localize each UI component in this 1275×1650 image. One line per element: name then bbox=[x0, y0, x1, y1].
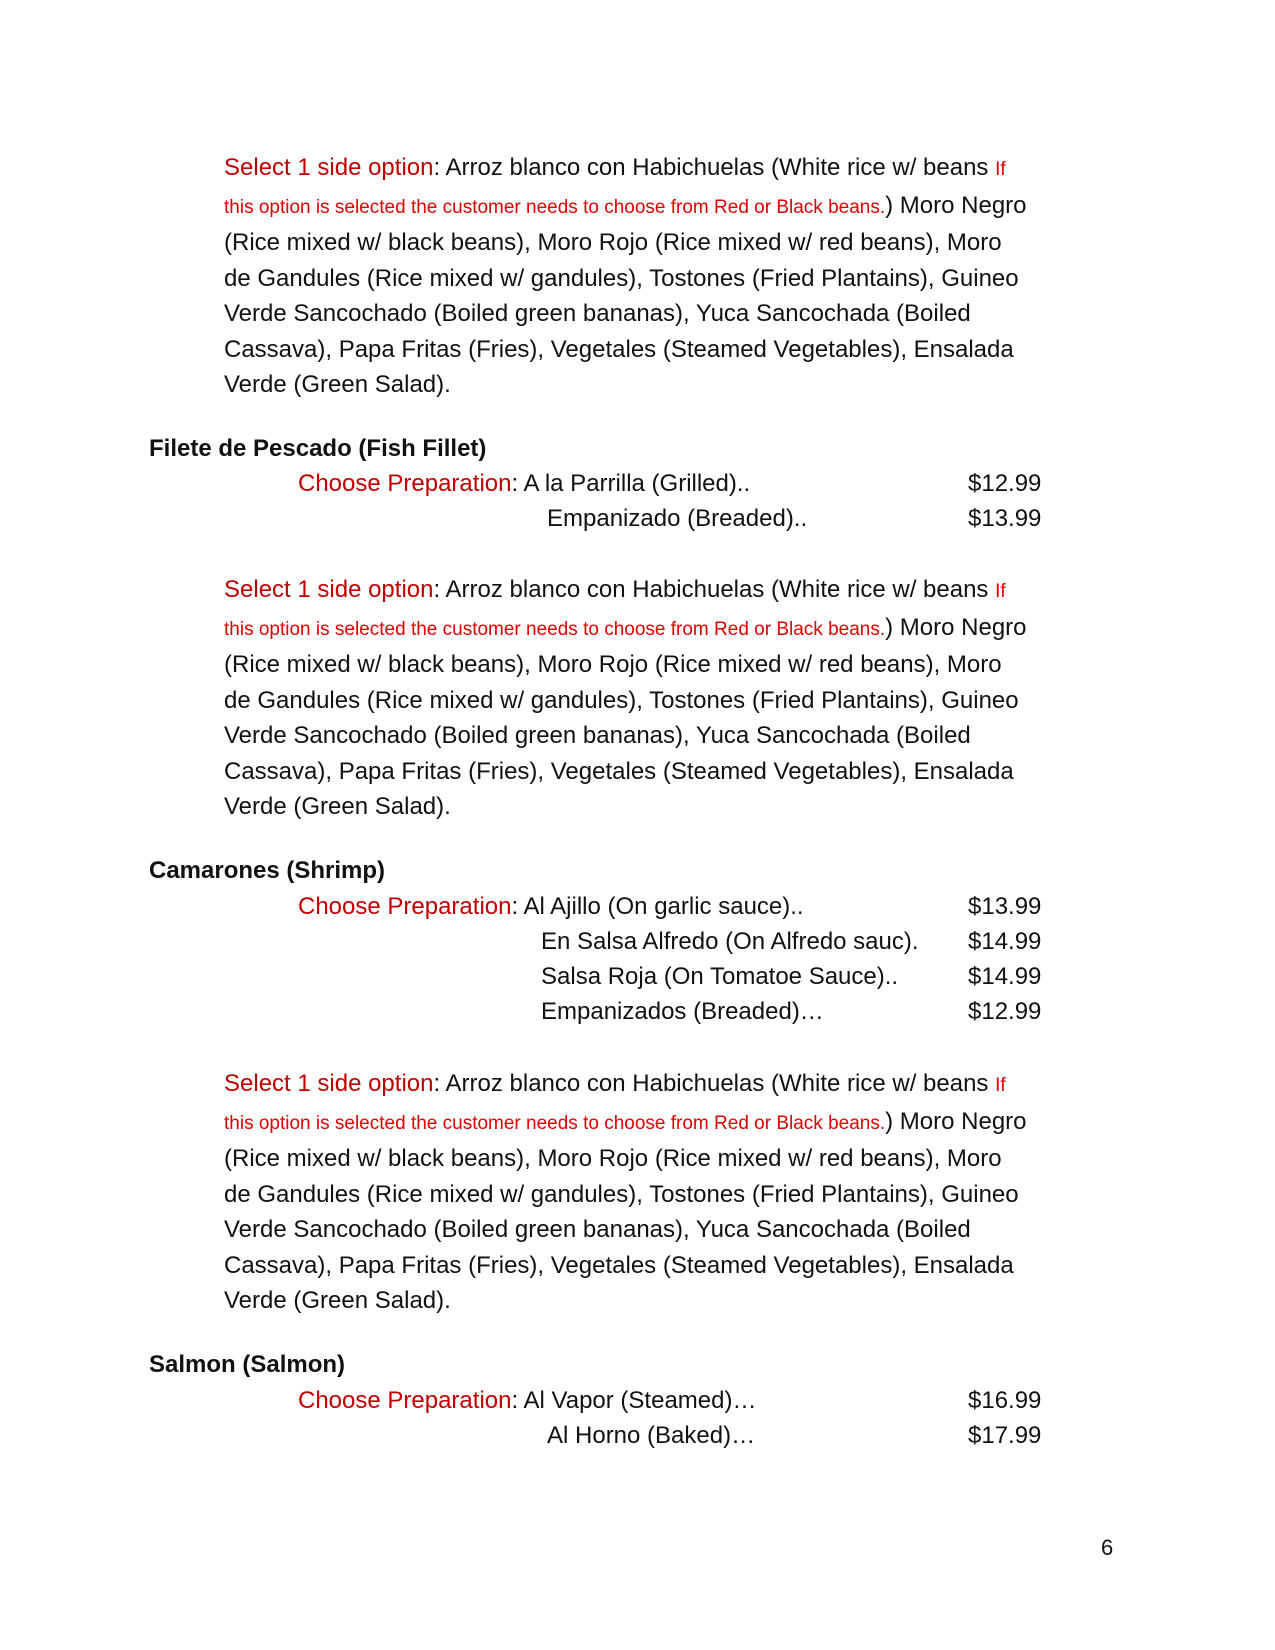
beans-note: this option is selected the customer needs to choose from Red or Black beans. bbox=[224, 196, 886, 218]
prep-option-name: A la Parrilla (Grilled).. bbox=[523, 470, 751, 497]
side-options-line: Verde Sancochado (Boiled green bananas), Yuca Sancochada (Boiled bbox=[224, 1216, 971, 1243]
prep-price: $16.99 bbox=[968, 1387, 1042, 1414]
prep-price: $12.99 bbox=[968, 998, 1042, 1025]
side-options-line: (Rice mixed w/ black beans), Moro Rojo (Rice mixed w/ red beans), Moro bbox=[224, 1145, 1002, 1172]
prep-option-name: Al Ajillo (On garlic sauce).. bbox=[523, 893, 804, 920]
select-side-label: Select 1 side option bbox=[224, 1070, 434, 1097]
side-options-line: (Rice mixed w/ black beans), Moro Rojo (Rice mixed w/ red beans), Moro bbox=[224, 229, 1002, 256]
prep-price: $14.99 bbox=[968, 928, 1042, 955]
side-options-line: de Gandules (Rice mixed w/ gandules), Tostones (Fried Plantains), Guineo bbox=[224, 1180, 1019, 1208]
prep-option-name: Salsa Roja (On Tomatoe Sauce).. bbox=[541, 963, 899, 990]
page-number: 6 bbox=[1101, 1535, 1114, 1560]
side-options-block bbox=[224, 572, 1114, 825]
prep-price: $13.99 bbox=[968, 893, 1042, 920]
side-options-line: this option is selected the customer needs to choose from Red or Black beans.) Moro Negro bbox=[224, 1107, 1027, 1135]
select-side-label: Select 1 side option bbox=[224, 154, 434, 181]
beans-note: If bbox=[995, 159, 1006, 180]
side-options-line: Verde Sancochado (Boiled green bananas), Yuca Sancochada (Boiled bbox=[224, 300, 971, 327]
side-options-line: this option is selected the customer needs to choose from Red or Black beans.) Moro Negro bbox=[224, 613, 1027, 641]
beans-note: If bbox=[995, 1075, 1006, 1096]
prep-row: Choose Preparation: Al Vapor (Steamed)… bbox=[298, 1387, 757, 1414]
prep-row: Choose Preparation: A la Parrilla (Grilled).. bbox=[298, 470, 751, 497]
beans-note: this option is selected the customer needs to choose from Red or Black beans. bbox=[224, 618, 886, 640]
prep-option-name: Empanizados (Breaded)… bbox=[541, 998, 824, 1025]
prep-price: $17.99 bbox=[968, 1422, 1042, 1449]
side-options-line: Select 1 side option: Arroz blanco con Habichuelas (White rice w/ beans If bbox=[224, 154, 1006, 181]
side-options-line: Cassava), Papa Fritas (Fries), Vegetales (Steamed Vegetables), Ensalada bbox=[224, 335, 1014, 363]
choose-preparation-label: Choose Preparation bbox=[298, 893, 512, 920]
side-options-line: de Gandules (Rice mixed w/ gandules), Tostones (Fried Plantains), Guineo bbox=[224, 686, 1019, 714]
side-options-line: (Rice mixed w/ black beans), Moro Rojo (Rice mixed w/ red beans), Moro bbox=[224, 651, 1002, 678]
section-heading-shrimp: Camarones (Shrimp) bbox=[149, 857, 386, 884]
side-options-line: Select 1 side option: Arroz blanco con Habichuelas (White rice w/ beans If bbox=[224, 576, 1006, 603]
side-options-line: Verde Sancochado (Boiled green bananas), Yuca Sancochada (Boiled bbox=[224, 722, 971, 749]
beans-note: If bbox=[995, 581, 1006, 602]
prep-price: $14.99 bbox=[968, 963, 1042, 990]
select-side-label: Select 1 side option bbox=[224, 576, 434, 603]
prep-price: $12.99 bbox=[968, 470, 1042, 497]
side-options-line: this option is selected the customer needs to choose from Red or Black beans.) Moro Negro bbox=[224, 191, 1027, 219]
side-options-line: Cassava), Papa Fritas (Fries), Vegetales (Steamed Vegetables), Ensalada bbox=[224, 757, 1014, 785]
side-options-line: de Gandules (Rice mixed w/ gandules), Tostones (Fried Plantains), Guineo bbox=[224, 264, 1019, 292]
side-options-block bbox=[224, 1066, 1114, 1319]
choose-preparation-label: Choose Preparation bbox=[298, 1387, 512, 1414]
side-options-line: Verde (Green Salad). bbox=[224, 371, 451, 398]
section-heading-salmon: Salmon (Salmon) bbox=[149, 1351, 346, 1378]
side-options-line: Verde (Green Salad). bbox=[224, 1287, 451, 1314]
prep-option-name: Empanizado (Breaded).. bbox=[547, 505, 808, 532]
prep-option-name: En Salsa Alfredo (On Alfredo sauc). bbox=[541, 928, 919, 955]
choose-preparation-label: Choose Preparation bbox=[298, 470, 512, 497]
prep-row: Choose Preparation: Al Ajillo (On garlic sauce).. bbox=[298, 893, 804, 920]
side-options-line: Select 1 side option: Arroz blanco con Habichuelas (White rice w/ beans If bbox=[224, 1070, 1006, 1097]
side-options-line: Verde (Green Salad). bbox=[224, 793, 451, 820]
side-options-block bbox=[224, 150, 1114, 403]
beans-note: this option is selected the customer needs to choose from Red or Black beans. bbox=[224, 1112, 886, 1134]
side-options-line: Cassava), Papa Fritas (Fries), Vegetales (Steamed Vegetables), Ensalada bbox=[224, 1251, 1014, 1279]
section-heading-fish: Filete de Pescado (Fish Fillet) bbox=[149, 435, 487, 462]
prep-price: $13.99 bbox=[968, 505, 1042, 532]
prep-option-name: Al Horno (Baked)… bbox=[547, 1422, 756, 1449]
prep-option-name: Al Vapor (Steamed)… bbox=[523, 1387, 757, 1414]
